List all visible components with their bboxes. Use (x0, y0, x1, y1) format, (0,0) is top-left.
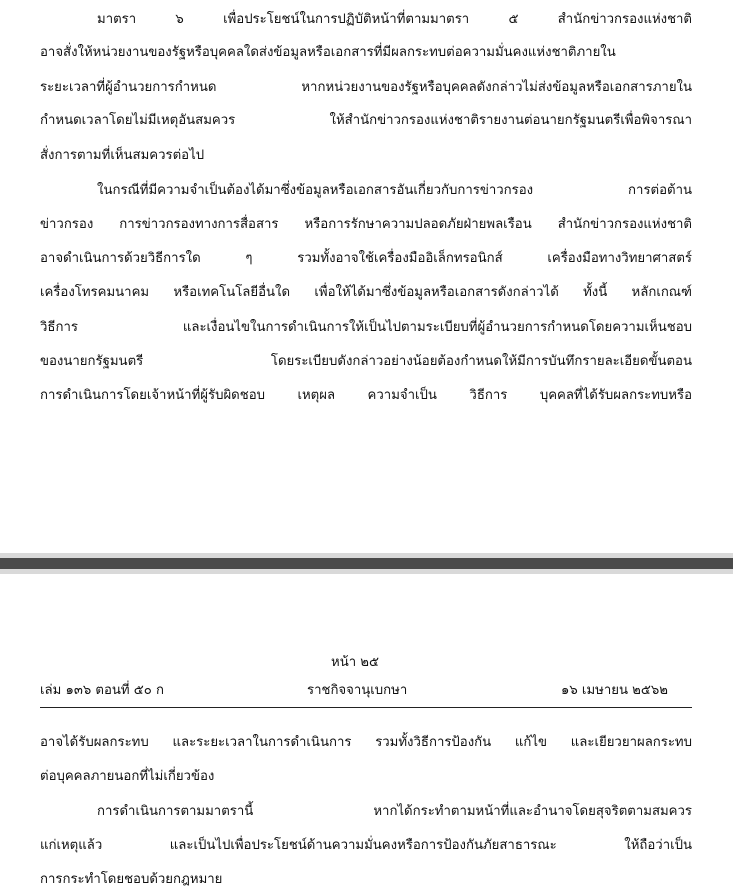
text-line: การดำเนินการตามมาตรานี้ หากได้กระทำตามหน้าที่และอำนาจโดยสุจริตตามสมควร (97, 804, 692, 819)
publication-date: ๑๖ เมษายน ๒๕๖๒ (561, 683, 668, 698)
volume-issue: เล่ม ๑๓๖ ตอนที่ ๕๐ ก (40, 683, 165, 698)
text-line: แก่เหตุแล้ว และเป็นไปเพื่อประโยชน์ด้านความมั่นคงหรือการป้องกันภัยสาธารณะ ให้ถือว่าเป็น (40, 838, 692, 853)
text-line: อาจได้รับผลกระทบ และระยะเวลาในการดำเนินการ รวมทั้งวิธีการป้องกัน แก้ไข และเยียวยาผลกระทบ (40, 735, 692, 750)
text-line: อาจสั่งให้หน่วยงานของรัฐหรือบุคคลใดส่งข้อมูลหรือเอกสารที่มีผลกระทบต่อความมั่นคงแห่งชาติภายใน (40, 45, 616, 60)
page-number: หน้า ๒๕ (331, 655, 379, 670)
text-line: มาตรา ๖ เพื่อประโยชน์ในการปฏิบัติหน้าที่ตามมาตรา ๕ สำนักข่าวกรองแห่งชาติ (97, 12, 692, 27)
page-separator-bar (0, 558, 733, 569)
text-line: ข่าวกรอง การข่าวกรองทางการสื่อสาร หรือการรักษาความปลอดภัยฝ่ายพลเรือน สำนักข่าวกรองแห่งชาติ (40, 217, 692, 232)
text-line: กำหนดเวลาโดยไม่มีเหตุอันสมควร ให้สำนักข่าวกรองแห่งชาติรายงานต่อนายกรัฐมนตรีเพื่อพิจารณา (40, 113, 692, 128)
text-line: ระยะเวลาที่ผู้อำนวยการกำหนด หากหน่วยงานของรัฐหรือบุคคลดังกล่าวไม่ส่งข้อมูลหรือเอกสารภายใน (40, 80, 692, 95)
text-line: เครื่องโทรคมนาคม หรือเทคโนโลยีอื่นใด เพื่อให้ได้มาซึ่งข้อมูลหรือเอกสารดังกล่าวได้ ทั้งนี้ หลักเกณฑ์ (40, 285, 692, 300)
text-line: วิธีการ และเงื่อนไขในการดำเนินการให้เป็นไปตามระเบียบที่ผู้อำนวยการกำหนดโดยความเห็นชอบ (40, 320, 692, 335)
text-line: ของนายกรัฐมนตรี โดยระเบียบดังกล่าวอย่างน้อยต้องกำหนดให้มีการบันทึกรายละเอียดขั้นตอน (40, 354, 692, 369)
text-line: ต่อบุคคลภายนอกที่ไม่เกี่ยวข้อง (40, 769, 215, 784)
header-divider (40, 707, 692, 708)
document-page-bottom (0, 574, 733, 895)
text-line: การกระทำโดยชอบด้วยกฎหมาย (40, 872, 223, 887)
text-line: ในกรณีที่มีความจำเป็นต้องได้มาซึ่งข้อมูลหรือเอกสารอันเกี่ยวกับการข่าวกรอง การต่อต้าน (97, 183, 692, 198)
page-separator (0, 553, 733, 574)
gazette-title: ราชกิจจานุเบกษา (307, 683, 408, 698)
text-line: อาจดำเนินการด้วยวิธีการใด ๆ รวมทั้งอาจใช้เครื่องมืออิเล็กทรอนิกส์ เครื่องมือทางวิทยาศาสตร์ (40, 251, 692, 266)
text-line: การดำเนินการโดยเจ้าหน้าที่ผู้รับผิดชอบ เหตุผล ความจำเป็น วิธีการ บุคคลที่ได้รับผลกระทบหรือ (40, 388, 692, 403)
text-line: สั่งการตามที่เห็นสมควรต่อไป (40, 148, 205, 163)
